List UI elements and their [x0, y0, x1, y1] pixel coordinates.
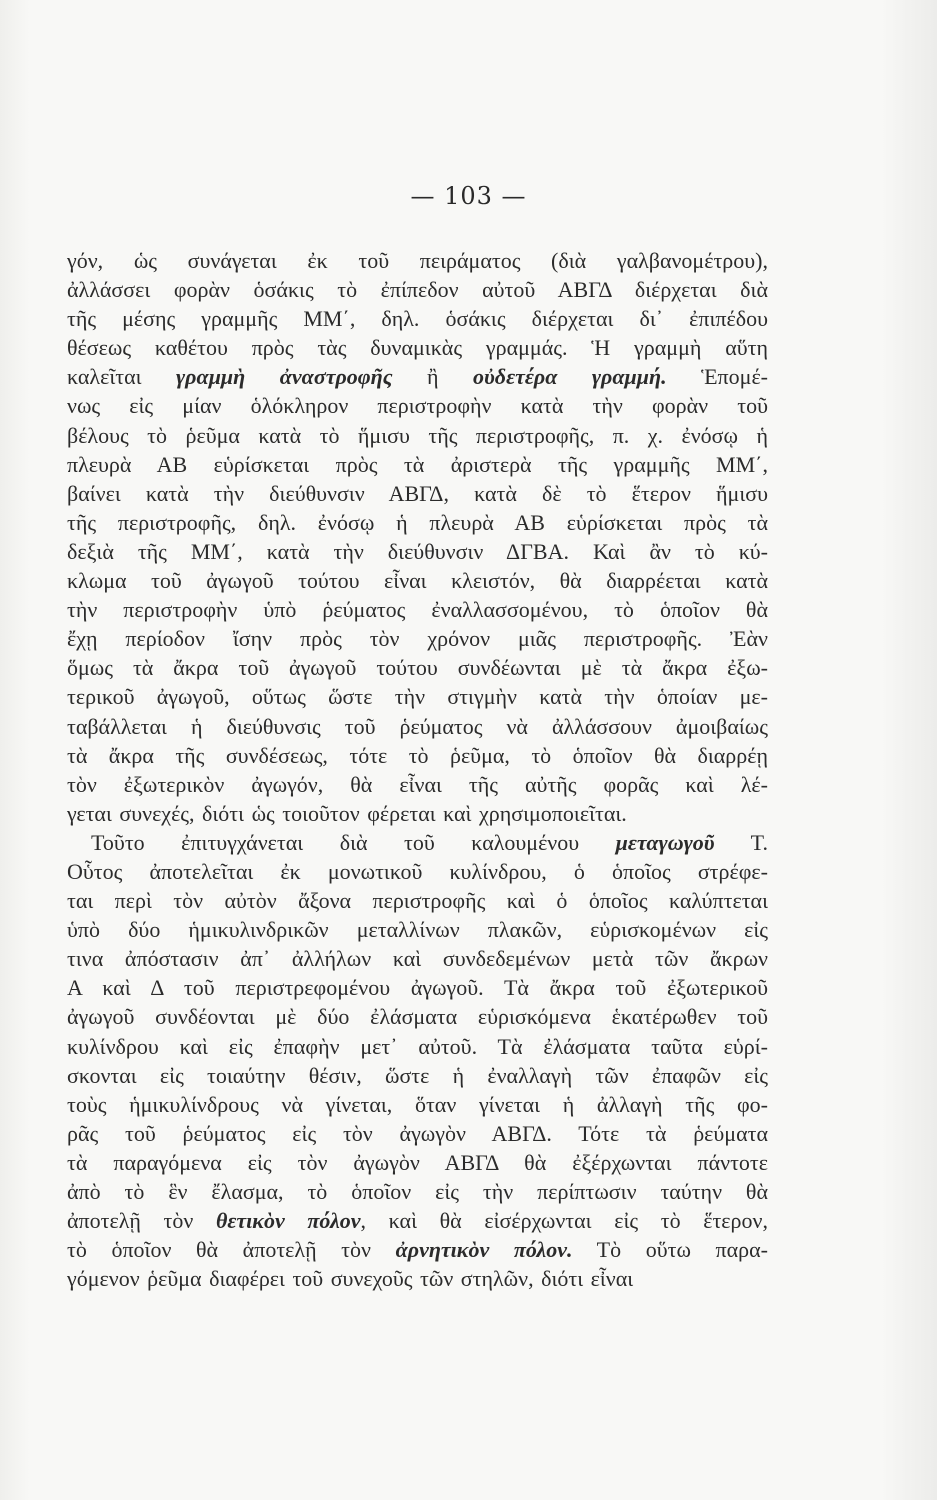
text-segment: Τ. — [714, 829, 768, 855]
text-segment: ἀλλάσσει φορὰν ὁσάκις τὸ ἐπίπεδον αὐτοῦ ΑΒΓΔ διέρχεται διὰ — [67, 277, 768, 303]
emphasized-term: οὐδετέρα γραμμή. — [473, 364, 667, 390]
text-line — [67, 1206, 768, 1235]
text-line — [67, 508, 768, 537]
text-segment: Τὸ οὕτω παρα- — [572, 1237, 768, 1263]
text-line — [67, 275, 768, 304]
text-line — [67, 1090, 768, 1119]
text-line — [67, 857, 768, 886]
text-line — [67, 624, 768, 653]
text-line — [67, 828, 768, 857]
text-segment: βέλους τὸ ῥεῦμα κατὰ τὸ ἥμισυ τῆς περιστροφῆς, π. χ. ἐνόσῳ ἡ — [67, 422, 768, 448]
text-segment: , καὶ θὰ εἰσέρχωνται εἰς τὸ ἕτερον, — [360, 1208, 768, 1234]
text-segment: θέσεως καθέτου πρὸς τὰς δυναμικὰς γραμμάς. Ἡ γραμμὴ αὕτη — [67, 335, 768, 361]
text-line — [67, 537, 768, 566]
text-segment: ὑπὸ δύο ἡμικυλινδρικῶν μεταλλίνων πλακῶν, εὑρισκομένων εἰς — [67, 917, 768, 943]
text-line — [67, 944, 768, 973]
text-segment: ἀπὸ τὸ ἓν ἔλασμα, τὸ ὁποῖον εἰς τὴν περίπτωσιν ταύτην θὰ — [67, 1179, 768, 1204]
text-segment: ρᾶς τοῦ ῥεύματος εἰς τὸν ἀγωγὸν ΑΒΓΔ. Τότε τὰ ῥεύματα — [67, 1120, 768, 1146]
text-segment: Ἑπομέ- — [666, 364, 769, 390]
text-line — [67, 421, 768, 450]
text-line — [67, 391, 768, 420]
text-line — [67, 1119, 768, 1148]
text-segment: ἀγωγοῦ συνδέονται μὲ δύο ἐλάσματα εὑρισκόμενα ἑκατέρωθεν τοῦ — [67, 1004, 768, 1030]
text-segment: ται περὶ τὸν αὐτὸν ἄξονα περιστροφῆς καὶ ὁ ὁποῖος καλύπτεται — [67, 888, 768, 914]
text-segment: τὰ παραγόμενα εἰς τὸν ἀγωγὸν ΑΒΓΔ θὰ ἐξέρχωνται πάντοτε — [67, 1149, 768, 1175]
emphasized-term: ἀρνητικὸν πόλον. — [395, 1237, 573, 1263]
text-segment: γόν, ὡς συνάγεται ἐκ τοῦ πειράματος (διὰ γαλβανομέτρου), — [67, 248, 768, 273]
text-line — [67, 450, 768, 479]
text-line — [67, 333, 768, 362]
text-segment: κυλίνδρου καὶ εἰς ἐπαφὴν μετ᾽ αὐτοῦ. Τὰ ἐλάσματα ταῦτα εὑρί- — [67, 1033, 768, 1059]
text-segment: νως εἰς μίαν ὁλόκληρον περιστροφὴν κατὰ τὴν φορὰν τοῦ — [67, 393, 768, 419]
text-segment: ἀποτελῇ τὸν — [67, 1208, 216, 1234]
text-segment: γόμενον ῥεῦμα διαφέρει τοῦ συνεχοῦς τῶν στηλῶν, διότι εἶναι — [67, 1266, 634, 1292]
text-segment: Τοῦτο ἐπιτυγχάνεται διὰ τοῦ καλουμένου — [91, 829, 616, 855]
text-segment: Α καὶ Δ τοῦ περιστρεφομένου ἀγωγοῦ. Τὰ ἄκρα τοῦ ἐξωτερικοῦ — [67, 975, 768, 1001]
text-line — [67, 1148, 768, 1177]
paragraph — [67, 246, 768, 828]
emphasized-term: γραμμὴ ἀναστροφῆς — [176, 364, 393, 390]
text-line — [67, 362, 768, 391]
text-line — [67, 915, 768, 944]
text-segment: τῆς περιστροφῆς, δηλ. ἐνόσῳ ἡ πλευρὰ ΑΒ εὑρίσκεται πρὸς τὰ — [67, 509, 768, 535]
text-line — [67, 973, 768, 1002]
text-line — [67, 595, 768, 624]
text-line — [67, 1032, 768, 1061]
text-segment: τινα ἀπόστασιν ἀπ᾽ ἀλλήλων καὶ συνδεδεμένων μετὰ τῶν ἄκρων — [67, 946, 768, 972]
text-segment: ἢ — [392, 364, 474, 390]
text-segment: πλευρὰ ΑΒ εὑρίσκεται πρὸς τὰ ἀριστερὰ τῆς γραμμῆς ΜΜ΄, — [67, 451, 768, 477]
text-segment: βαίνει κατὰ τὴν διεύθυνσιν ΑΒΓΔ, κατὰ δὲ τὸ ἕτερον ἥμισυ — [67, 480, 768, 506]
text-line — [67, 682, 768, 711]
text-line — [67, 479, 768, 508]
text-segment: γεται συνεχές, διότι ὡς τοιοῦτον φέρεται καὶ χρησιμοποιεῖται. — [67, 800, 627, 826]
text-segment: σκονται εἰς τοιαύτην θέσιν, ὥστε ἡ ἐναλλαγὴ τῶν ἐπαφῶν εἰς — [67, 1062, 768, 1088]
text-segment: τερικοῦ ἀγωγοῦ, οὕτως ὥστε τὴν στιγμὴν κατὰ τὴν ὁποίαν με- — [67, 684, 768, 710]
text-line — [67, 1235, 768, 1264]
text-segment: τὸν ἐξωτερικὸν ἀγωγόν, θὰ εἶναι τῆς αὐτῆς φορᾶς καὶ λέ- — [67, 771, 768, 797]
text-segment: δεξιὰ τῆς ΜΜ΄, κατὰ τὴν διεύθυνσιν ΔΓΒΑ. Καὶ ἂν τὸ κύ- — [67, 538, 768, 564]
text-line — [67, 1061, 768, 1090]
text-segment: τὸ ὁποῖον θὰ ἀποτελῇ τὸν — [67, 1237, 396, 1263]
text-segment: τὰ ἄκρα τῆς συνδέσεως, τότε τὸ ῥεῦμα, τὸ ὁποῖον θὰ διαρρέῃ — [67, 742, 768, 768]
text-line — [67, 1264, 768, 1293]
text-segment: κλωμα τοῦ ἀγωγοῦ τούτου εἶναι κλειστόν, θὰ διαρρέεται κατὰ — [67, 568, 768, 594]
text-line — [67, 653, 768, 682]
text-segment: τῆς μέσης γραμμῆς ΜΜ΄, δηλ. ὁσάκις διέρχεται δι᾽ ἐπιπέδου — [67, 306, 768, 332]
text-line — [67, 304, 768, 333]
text-segment: ἔχῃ περίοδον ἴσην πρὸς τὸν χρόνον μιᾶς περιστροφῆς. Ἐὰν — [67, 626, 768, 652]
text-segment: ταβάλλεται ἡ διεύθυνσις τοῦ ῥεύματος νὰ ἀλλάσσουν ἀμοιβαίως — [67, 713, 768, 739]
text-line — [67, 246, 768, 275]
text-line — [67, 566, 768, 595]
body-text — [67, 246, 768, 1293]
text-segment: καλεῖται — [67, 364, 177, 390]
text-line — [67, 1177, 768, 1206]
text-segment: Οὗτος ἀποτελεῖται ἐκ μονωτικοῦ κυλίνδρου, ὁ ὁποῖος στρέφε- — [67, 858, 768, 884]
paragraph — [67, 828, 768, 1294]
text-segment: τοὺς ἡμικυλίνδρους νὰ γίνεται, ὅταν γίνεται ἡ ἀλλαγὴ τῆς φο- — [67, 1091, 768, 1117]
text-line — [67, 741, 768, 770]
text-line — [67, 886, 768, 915]
text-line — [67, 712, 768, 741]
text-line — [67, 799, 768, 828]
page-number: — 103 — — [410, 182, 527, 210]
text-line — [67, 1002, 768, 1031]
text-segment: ὅμως τὰ ἄκρα τοῦ ἀγωγοῦ τούτου συνδέωνται μὲ τὰ ἄκρα ἐξω- — [67, 655, 768, 681]
text-segment: τὴν περιστροφὴν ὑπὸ ῥεύματος ἐναλλασσομένου, τὸ ὁποῖον θὰ — [67, 597, 768, 623]
text-line — [67, 770, 768, 799]
emphasized-term: θετικὸν πόλον — [215, 1208, 361, 1234]
emphasized-term: μεταγωγοῦ — [615, 829, 715, 855]
